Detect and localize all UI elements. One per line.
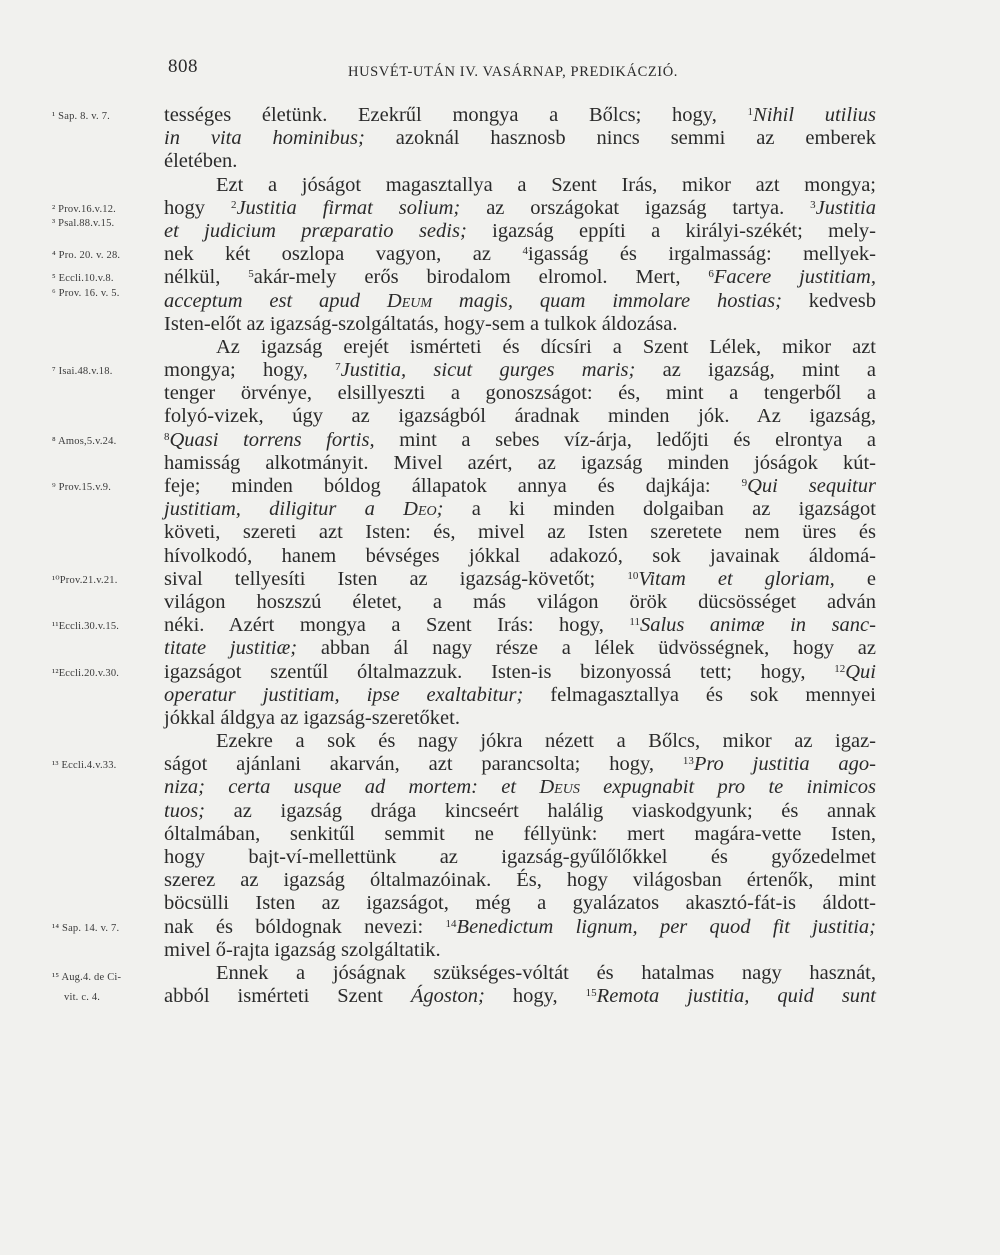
text-line: böcsülli Isten az igazságot, még a gyalázatos akasztó-fát-is áldott- (164, 892, 876, 915)
margin-note: ⁹ Prov.15.v.9. (52, 482, 112, 493)
text-line: hamisság alkotmányit. Mivel azért, az igazság minden jóságok kút- (164, 451, 876, 474)
text-line: ⁵ Eccli.10.v.8. nélkül, $^5$akár-mely erős birodalom elromol. Mert, $^6$Facere justitiam, (164, 266, 876, 289)
text-line: Isten-előt az igazság-szolgáltatás, hogy-sem a tulkok áldozása. (164, 312, 678, 335)
text-line: niza; certa usque ad mortem: et Deus expugnabit pro te inimicos (164, 776, 876, 799)
text-line: vit. c. 4. abból ismérteti Szent Ágoston; hogy, $^{15}$Remota justitia, quid sunt (164, 985, 876, 1008)
text-line: ⁸ Amos,5.v.24. $^8$Quasi torrens fortis, mint a sebes víz-árja, ledőjti és elrontya a (164, 429, 876, 452)
text-line: hogy bajt-ví-mellettünk az igazság-gyűlőlőkkel és győzedelmet (164, 846, 876, 868)
text-line: ¹³ Eccli.4.v.33. ságot ajánlani akarván, azt parancsolta; hogy, $^{13}$Pro justitia ago- (164, 753, 876, 776)
text-line: ⁷ Isai.48.v.18. mongya; hogy, $^7$Justitia, sicut gurges maris; az igazság, mint a (164, 359, 876, 382)
margin-note: ¹²Eccli.20.v.30. (52, 667, 120, 679)
text-line: életében. (164, 150, 238, 173)
text-line: titate justitiæ; abban ál nagy része a lélek üdvösségnek, hogy az (164, 637, 876, 660)
margin-note: ¹⁴ Sap. 14. v. 7. (52, 922, 120, 934)
text-line: mivel ő-rajta igazság szolgáltatik. (164, 938, 441, 961)
text-line: ⁶ Prov. 16. v. 5. acceptum est apud Deum magis, quam immolare hostias; kedvesb (164, 290, 876, 313)
text-line: ³ Psal.88.v.15. et judicium præparatio sedis; igazság eppíti a királyi-székét; mely- (164, 220, 876, 243)
text-line: justitiam, diligitur a Deo; a ki minden dolgaiban az igazságot (164, 498, 876, 521)
text-line: Az igazság erejét ismérteti és dícsíri a Szent Lélek, mikor azt (216, 335, 876, 358)
running-head: HUSVÉT-UTÁN IV. VASÁRNAP, PREDIKÁCZIÓ. (348, 64, 679, 80)
margin-note: ⁶ Prov. 16. v. 5. (52, 287, 120, 299)
margin-note: ¹³ Eccli.4.v.33. (52, 760, 117, 772)
margin-note: ³ Psal.88.v.15. (52, 217, 115, 229)
text-line: in vita hominibus; azoknál hasznosb nincs semmi az emberek (164, 127, 876, 150)
text-line: ¹²Eccli.20.v.30. igazságot szentűl óltalmazzuk. Isten-is bizonyossá tett; hogy, $^{12}$Qui (164, 661, 876, 684)
margin-note: ⁸ Amos,5.v.24. (52, 435, 117, 447)
text-line: ¹⁴ Sap. 14. v. 7. nak és bóldognak nevezi: $^{14}$Benedictum lignum, per quod fit justitia; (164, 916, 876, 939)
text-line: ¹ Sap. 8. v. 7. tességes életünk. Ezekrűl mongya a Bőlcs; hogy, $^1$Nihil utilius (164, 104, 876, 127)
body-text (52, 104, 877, 1008)
text-line: jókkal áldgya az igazság-szeretőket. (164, 706, 460, 729)
margin-note: ¹ Sap. 8. v. 7. (52, 111, 110, 122)
text-line: Ezekre a sok és nagy jókra nézett a Bőlcs, mikor az igaz- (216, 730, 876, 753)
text-line: ⁹ Prov.15.v.9. feje; minden bóldog állapatok annya és dajkája: $^9$Qui sequitur (164, 475, 876, 498)
text-line: világon hoszszú életet, a más világon örök dücsösséget adván (164, 590, 876, 613)
margin-note: ¹⁵ Aug.4. de Ci- (52, 971, 122, 983)
margin-note: ² Prov.16.v.12. (52, 203, 116, 215)
text-line: Ezt a jóságot magasztallya a Szent Irás, mikor azt mongya; (216, 173, 876, 196)
margin-note: ⁵ Eccli.10.v.8. (52, 273, 114, 285)
text-line: ¹¹Eccli.30.v.15. néki. Azért mongya a Szent Irás: hogy, $^{11}$Salus animæ in sanc- (164, 614, 876, 637)
text-line: operatur justitiam, ipse exaltabitur; felmagasztallya és sok mennyei (164, 683, 876, 706)
text-line: ² Prov.16.v.12. hogy $^2$Justitia firmat solium; az országokat igazság tartya. $^3$Justitia (164, 197, 876, 220)
text-line: követi, szereti azt Isten: és, mivel az Isten szeretete nem üres és (164, 521, 876, 544)
text-line: hívolkodó, hanem bévséges jókkal adakozó, sok javainak áldomá- (164, 544, 876, 567)
text-line: folyó-vizek, úgy az igazságból áradnak minden jók. Az igazság, (164, 405, 876, 428)
margin-note: ⁷ Isai.48.v.18. (52, 366, 113, 378)
text-line: szerez az igazság óltalmazóinak. És, hogy világosban értenők, mint (164, 869, 876, 892)
text-line: ¹⁵ Aug.4. de Ci- Ennek a jóságnak szükséges-vóltát és hatalmas nagy hasznát, (164, 962, 876, 985)
text-line: ⁴ Pro. 20. v. 28. nek két oszlopa vagyon, az $^4$igasság és irgalmasság: mellyek- (164, 243, 876, 266)
margin-note: ¹¹Eccli.30.v.15. (52, 621, 120, 633)
text-line: tuos; az igazság drága kincseért halálig viaskodgyunk; és annak (164, 799, 876, 822)
margin-note: vit. c. 4. (64, 992, 101, 1004)
text-line: ¹⁰Prov.21.v.21. sival tellyesíti Isten az igazság-követőt; $^{10}$Vitam et gloriam, e (164, 568, 876, 591)
text-line: tenger örvénye, elsillyeszti a gonoszságot: és, mint a tengerből a (164, 382, 876, 405)
margin-note: ¹⁰Prov.21.v.21. (52, 574, 118, 586)
page-number: 808 (168, 56, 198, 77)
margin-note: ⁴ Pro. 20. v. 28. (52, 250, 121, 262)
text-line: óltalmában, senkitűl semmit ne féllyünk: mert magára-vette Isten, (164, 822, 876, 845)
